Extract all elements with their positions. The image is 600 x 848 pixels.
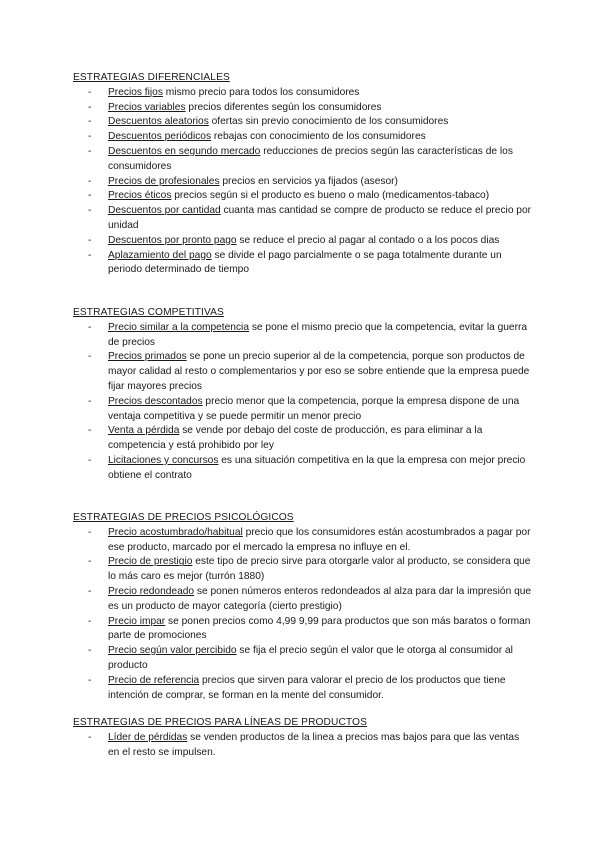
- dash-bullet: -: [88, 205, 92, 217]
- item-text: se venden productos de la linea a precios mas bajos para que las ventas en el resto se impulsen.: [108, 731, 520, 758]
- section-heading: ESTRATEGIAS COMPETITIVAS: [73, 307, 224, 318]
- item-term: Precio similar a la competencia: [108, 321, 249, 333]
- list-item: [73, 454, 533, 484]
- item-term: Precio redondeado: [108, 585, 195, 597]
- list-item: [73, 86, 533, 101]
- dash-bullet: -: [88, 615, 92, 627]
- item-term: Precio según valor percibido: [108, 645, 237, 657]
- dash-bullet: -: [88, 175, 92, 187]
- list-item: [73, 644, 533, 674]
- item-term: Descuentos en segundo mercado: [108, 145, 261, 157]
- list-item: [73, 130, 533, 145]
- item-text: se ponen números enteros redondeados al alza para dar la impresión que es un producto de mayor categoría (cierto prestigio): [108, 585, 532, 612]
- dash-bullet: -: [88, 674, 92, 686]
- item-term: Precios de profesionales: [108, 175, 220, 187]
- item-term: Descuentos periódicos: [108, 131, 212, 143]
- item-text: rebajas con conocimiento de los consumidores: [211, 131, 426, 143]
- item-term: Precios primados: [108, 351, 187, 363]
- dash-bullet: -: [88, 234, 92, 246]
- item-list: [73, 526, 533, 704]
- dash-bullet: -: [88, 556, 92, 568]
- item-text: se fija el precio según el valor que le otorga al consumidor al producto: [108, 645, 513, 671]
- list-item: [73, 234, 533, 249]
- dash-bullet: -: [88, 101, 92, 113]
- item-text: precios en servicios ya fijados (asesor): [219, 175, 398, 187]
- item-term: Descuentos por pronto pago: [108, 234, 237, 246]
- list-item: [73, 189, 533, 204]
- dash-bullet: -: [88, 395, 92, 407]
- dash-bullet: -: [88, 145, 92, 157]
- list-item: [73, 731, 533, 761]
- list-item: [73, 585, 533, 615]
- item-text: cuanta mas cantidad se compre de producto se reduce el precio por unidad: [108, 205, 532, 231]
- dash-bullet: -: [88, 425, 92, 437]
- list-item: [73, 115, 533, 130]
- list-item: [73, 615, 533, 645]
- item-term: Líder de pérdidas: [108, 731, 188, 743]
- item-list: [73, 321, 533, 484]
- dash-bullet: -: [88, 321, 92, 333]
- item-term: Precio acostumbrado/habitual: [108, 526, 243, 538]
- item-term: Aplazamiento del pago: [108, 249, 212, 261]
- item-term: Precios variables: [108, 101, 186, 113]
- dash-bullet: -: [88, 86, 92, 98]
- item-text: se ponen precios como 4,99 9,99 para productos que son más baratos o forman parte de promociones: [108, 615, 531, 642]
- list-item: [73, 175, 533, 190]
- list-item: [73, 674, 533, 704]
- item-term: Precios fijos: [108, 86, 163, 98]
- item-term: Venta a pérdida: [108, 425, 180, 437]
- item-text: se vende por debajo del coste de producción, es para eliminar a la competencia y está prohibido por ley: [108, 425, 483, 452]
- item-term: Precios éticos: [108, 190, 172, 202]
- item-list: [73, 86, 533, 278]
- item-text: precio menor que la competencia, porque la empresa dispone de una ventaja competitiva y se puede permitir un menor precio: [108, 395, 520, 422]
- dash-bullet: -: [88, 116, 92, 128]
- dash-bullet: -: [88, 454, 92, 466]
- list-item: [73, 424, 533, 454]
- list-item: [73, 395, 533, 425]
- dash-bullet: -: [88, 731, 92, 743]
- list-item: [73, 101, 533, 116]
- list-item: [73, 204, 533, 234]
- dash-bullet: -: [88, 190, 92, 202]
- item-term: Descuentos por cantidad: [108, 205, 221, 217]
- item-text: precios diferentes según los consumidores: [185, 101, 382, 113]
- list-item: [73, 555, 533, 585]
- item-text: este tipo de precio sirve para otorgarle valor al producto, se considera que lo más caro es mejor (turrón 1880): [108, 556, 531, 583]
- list-item: [73, 350, 533, 394]
- item-text: ofertas sin previo conocimiento de los consumidores: [208, 116, 449, 128]
- section-heading: ESTRATEGIAS DIFERENCIALES: [73, 72, 230, 83]
- section-heading: ESTRATEGIAS DE PRECIOS PSICOLÓGICOS: [73, 512, 294, 523]
- item-term: Descuentos aleatorios: [108, 116, 209, 128]
- item-term: Licitaciones y concursos: [108, 454, 219, 466]
- item-term: Precio de referencia: [108, 674, 200, 686]
- list-item: [73, 145, 533, 175]
- item-term: Precios descontados: [108, 395, 203, 407]
- section-diferenciales: [73, 71, 533, 278]
- item-text: mismo precio para todos los consumidores: [162, 86, 360, 98]
- item-text: precios según si el producto es bueno o malo (medicamentos-tabaco): [171, 190, 490, 202]
- item-list: [73, 731, 533, 761]
- item-text: es una situación competitiva en la que la empresa con mejor precio obtiene el contrato: [108, 454, 526, 481]
- item-term: Precio de prestigio: [108, 556, 193, 568]
- dash-bullet: -: [88, 585, 92, 597]
- item-text: precio que los consumidores están acostumbrados a pagar por ese producto, marcado por el mercado la empresa no influye en el.: [108, 526, 531, 553]
- dash-bullet: -: [88, 351, 92, 363]
- item-text: se pone un precio superior al de la competencia, porque son productos de mayor calidad al resto o complementarios y por eso se sobre entiende que la empresa puede fijar mayores precios: [108, 351, 530, 392]
- item-text: reducciones de precios según las características de los consumidores: [108, 145, 513, 172]
- item-term: Precio impar: [108, 615, 166, 627]
- item-text: se divide el pago parcialmente o se paga totalmente durante un periodo determinado de tiempo: [108, 249, 502, 276]
- dash-bullet: -: [88, 249, 92, 261]
- list-item: [73, 249, 533, 279]
- list-item: [73, 526, 533, 556]
- list-item: [73, 321, 533, 351]
- dash-bullet: -: [88, 131, 92, 143]
- item-text: se reduce el precio al pagar al contado o a los pocos dias: [236, 234, 500, 246]
- section-heading: ESTRATEGIAS DE PRECIOS PARA LÍNEAS DE PRODUCTOS: [73, 717, 367, 728]
- item-text: se pone el mismo precio que la competencia, evitar la guerra de precios: [108, 321, 528, 348]
- section-psicologicos: [73, 511, 533, 703]
- section-lineas-productos: [73, 716, 533, 760]
- dash-bullet: -: [88, 526, 92, 538]
- dash-bullet: -: [88, 645, 92, 657]
- section-competitivas: [73, 306, 533, 484]
- item-text: precios que sirven para valorar el precio de los productos que tiene intención de comprar, se forman en la mente del consumidor.: [108, 674, 506, 701]
